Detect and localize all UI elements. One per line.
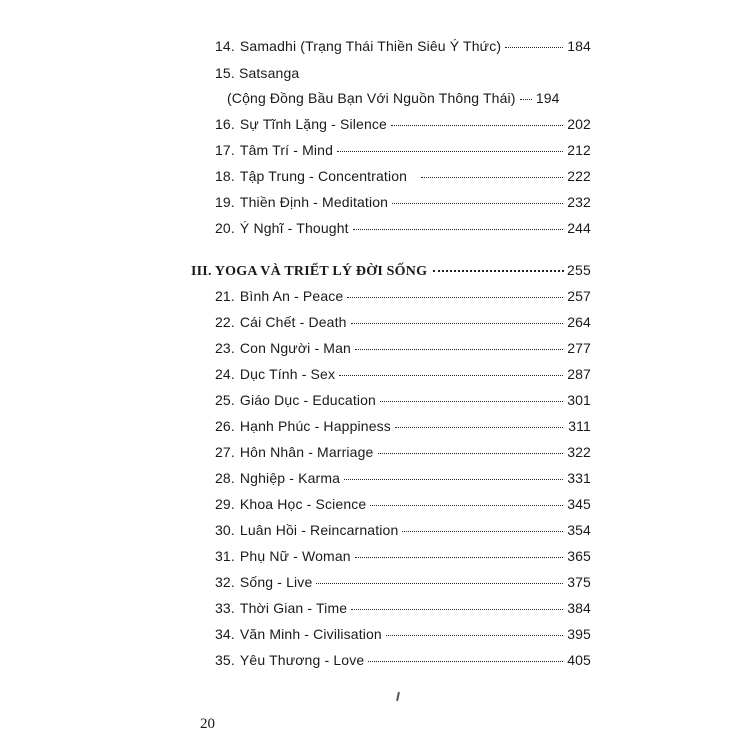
entry-page: 257 xyxy=(567,288,591,304)
toc-entry-35 xyxy=(215,651,591,669)
entry-title: Tập Trung - Concentration xyxy=(239,168,408,184)
entry-page: 311 xyxy=(568,418,591,434)
toc-entry-22 xyxy=(215,313,591,331)
section-page: 255 xyxy=(567,262,591,278)
entry-page: 184 xyxy=(567,38,591,54)
dot-leader xyxy=(316,583,563,584)
dot-leader xyxy=(378,453,564,454)
dot-leader xyxy=(355,349,563,350)
dot-leader xyxy=(347,297,563,298)
entry-page: 277 xyxy=(567,340,591,356)
entry-number: 32. xyxy=(215,574,235,590)
toc-entry-32 xyxy=(215,573,591,591)
entry-title: Khoa Học - Science xyxy=(239,496,367,512)
entry-number: 21. xyxy=(215,288,235,304)
entry-page: 264 xyxy=(567,314,591,330)
entry-number: 14. xyxy=(215,38,235,54)
entry-title: Ý Nghĩ - Thought xyxy=(239,220,349,236)
entry-number: 35. xyxy=(215,652,235,668)
entry-title: Văn Minh - Civilisation xyxy=(239,626,382,642)
dot-leader xyxy=(353,229,563,230)
entry-number: 34. xyxy=(215,626,235,642)
entry-number: 15. xyxy=(215,65,235,81)
toc-entry-15 xyxy=(215,64,299,82)
entry-number: 33. xyxy=(215,600,235,616)
section-title: III. YOGA VÀ TRIẾT LÝ ĐỜI SỐNG xyxy=(191,264,428,279)
dot-leader xyxy=(337,151,563,152)
entry-number: 16. xyxy=(215,116,235,132)
entry-title: Hôn Nhân - Marriage xyxy=(239,444,374,460)
entry-title: Cái Chết - Death xyxy=(239,314,347,330)
entry-title: Con Người - Man xyxy=(239,340,351,356)
entry-title: Bình An - Peace xyxy=(239,288,344,304)
toc-entry-14 xyxy=(215,37,591,55)
entry-title: (Cộng Đồng Bầu Bạn Với Nguồn Thông Thái) xyxy=(227,90,516,106)
entry-page: 202 xyxy=(567,116,591,132)
toc-entry-31 xyxy=(215,547,591,565)
entry-number: 28. xyxy=(215,470,235,486)
dot-leader xyxy=(370,505,563,506)
toc-entry-26 xyxy=(215,417,591,435)
toc-entry-17 xyxy=(215,141,591,159)
dot-leader xyxy=(344,479,563,480)
section-heading xyxy=(191,261,591,281)
dot-leader xyxy=(433,270,564,272)
entry-title: Sự Tĩnh Lặng - Silence xyxy=(239,116,387,132)
entry-page: 222 xyxy=(567,168,591,184)
entry-number: 23. xyxy=(215,340,235,356)
entry-title: Yêu Thương - Love xyxy=(239,652,365,668)
entry-number: 17. xyxy=(215,142,235,158)
toc-entry-30 xyxy=(215,521,591,539)
entry-page: 395 xyxy=(567,626,591,642)
toc-entry-27 xyxy=(215,443,591,461)
toc-entry-25 xyxy=(215,391,591,409)
dot-leader xyxy=(351,609,563,610)
entry-page: 322 xyxy=(567,444,591,460)
ink-speck xyxy=(396,692,400,701)
entry-page: 194 xyxy=(535,90,560,106)
page-number: 20 xyxy=(200,716,215,732)
entry-page: 244 xyxy=(567,220,591,236)
entry-page: 375 xyxy=(567,574,591,590)
entry-page: 405 xyxy=(567,652,591,668)
entry-title: Nghiệp - Karma xyxy=(239,470,341,486)
toc-entry-15-continued xyxy=(227,89,591,107)
dot-leader xyxy=(395,427,563,428)
entry-title: Dục Tính - Sex xyxy=(239,366,336,382)
entry-number: 26. xyxy=(215,418,235,434)
toc-entry-18 xyxy=(215,167,591,185)
entry-title: Thiền Định - Meditation xyxy=(239,194,389,210)
toc-entry-23 xyxy=(215,339,591,357)
toc-entry-16 xyxy=(215,115,591,133)
entry-title: Phụ Nữ - Woman xyxy=(239,548,351,564)
toc-entry-20 xyxy=(215,219,591,237)
entry-number: 29. xyxy=(215,496,235,512)
entry-title: Giáo Dục - Education xyxy=(239,392,376,408)
dot-leader xyxy=(391,125,563,126)
entry-page: 212 xyxy=(567,142,591,158)
toc-entry-21 xyxy=(215,287,591,305)
toc-entry-24 xyxy=(215,365,591,383)
entry-number: 25. xyxy=(215,392,235,408)
dot-leader xyxy=(520,99,532,100)
dot-leader xyxy=(392,203,563,204)
toc-entry-29 xyxy=(215,495,591,513)
entry-title: Satsanga xyxy=(238,65,300,81)
entry-title: Luân Hồi - Reincarnation xyxy=(239,522,399,538)
entry-page: 354 xyxy=(567,522,591,538)
toc-entry-28 xyxy=(215,469,591,487)
entry-number: 27. xyxy=(215,444,235,460)
entry-number: 19. xyxy=(215,194,235,210)
dot-leader xyxy=(355,557,563,558)
toc-entry-33 xyxy=(215,599,591,617)
entry-title: Tâm Trí - Mind xyxy=(239,142,334,158)
entry-page: 345 xyxy=(567,496,591,512)
entry-page: 232 xyxy=(567,194,591,210)
dot-leader xyxy=(505,47,563,48)
entry-page: 384 xyxy=(567,600,591,616)
entry-page: 331 xyxy=(567,470,591,486)
dot-leader xyxy=(351,323,563,324)
toc-entry-19 xyxy=(215,193,591,211)
entry-page: 301 xyxy=(567,392,591,408)
entry-page: 287 xyxy=(567,366,591,382)
dot-leader xyxy=(339,375,563,376)
dot-leader xyxy=(402,531,563,532)
entry-number: 18. xyxy=(215,168,235,184)
entry-title: Sống - Live xyxy=(239,574,313,590)
dot-leader xyxy=(368,661,563,662)
entry-number: 22. xyxy=(215,314,235,330)
dot-leader xyxy=(386,635,563,636)
dot-leader xyxy=(380,401,563,402)
entry-title: Samadhi (Trạng Thái Thiền Siêu Ý Thức) xyxy=(239,38,502,54)
dot-leader xyxy=(421,177,563,178)
entry-page: 365 xyxy=(567,548,591,564)
entry-number: 20. xyxy=(215,220,235,236)
entry-number: 30. xyxy=(215,522,235,538)
toc-entry-34 xyxy=(215,625,591,643)
entry-number: 24. xyxy=(215,366,235,382)
entry-number: 31. xyxy=(215,548,235,564)
entry-title: Hạnh Phúc - Happiness xyxy=(239,418,391,434)
entry-title: Thời Gian - Time xyxy=(239,600,348,616)
